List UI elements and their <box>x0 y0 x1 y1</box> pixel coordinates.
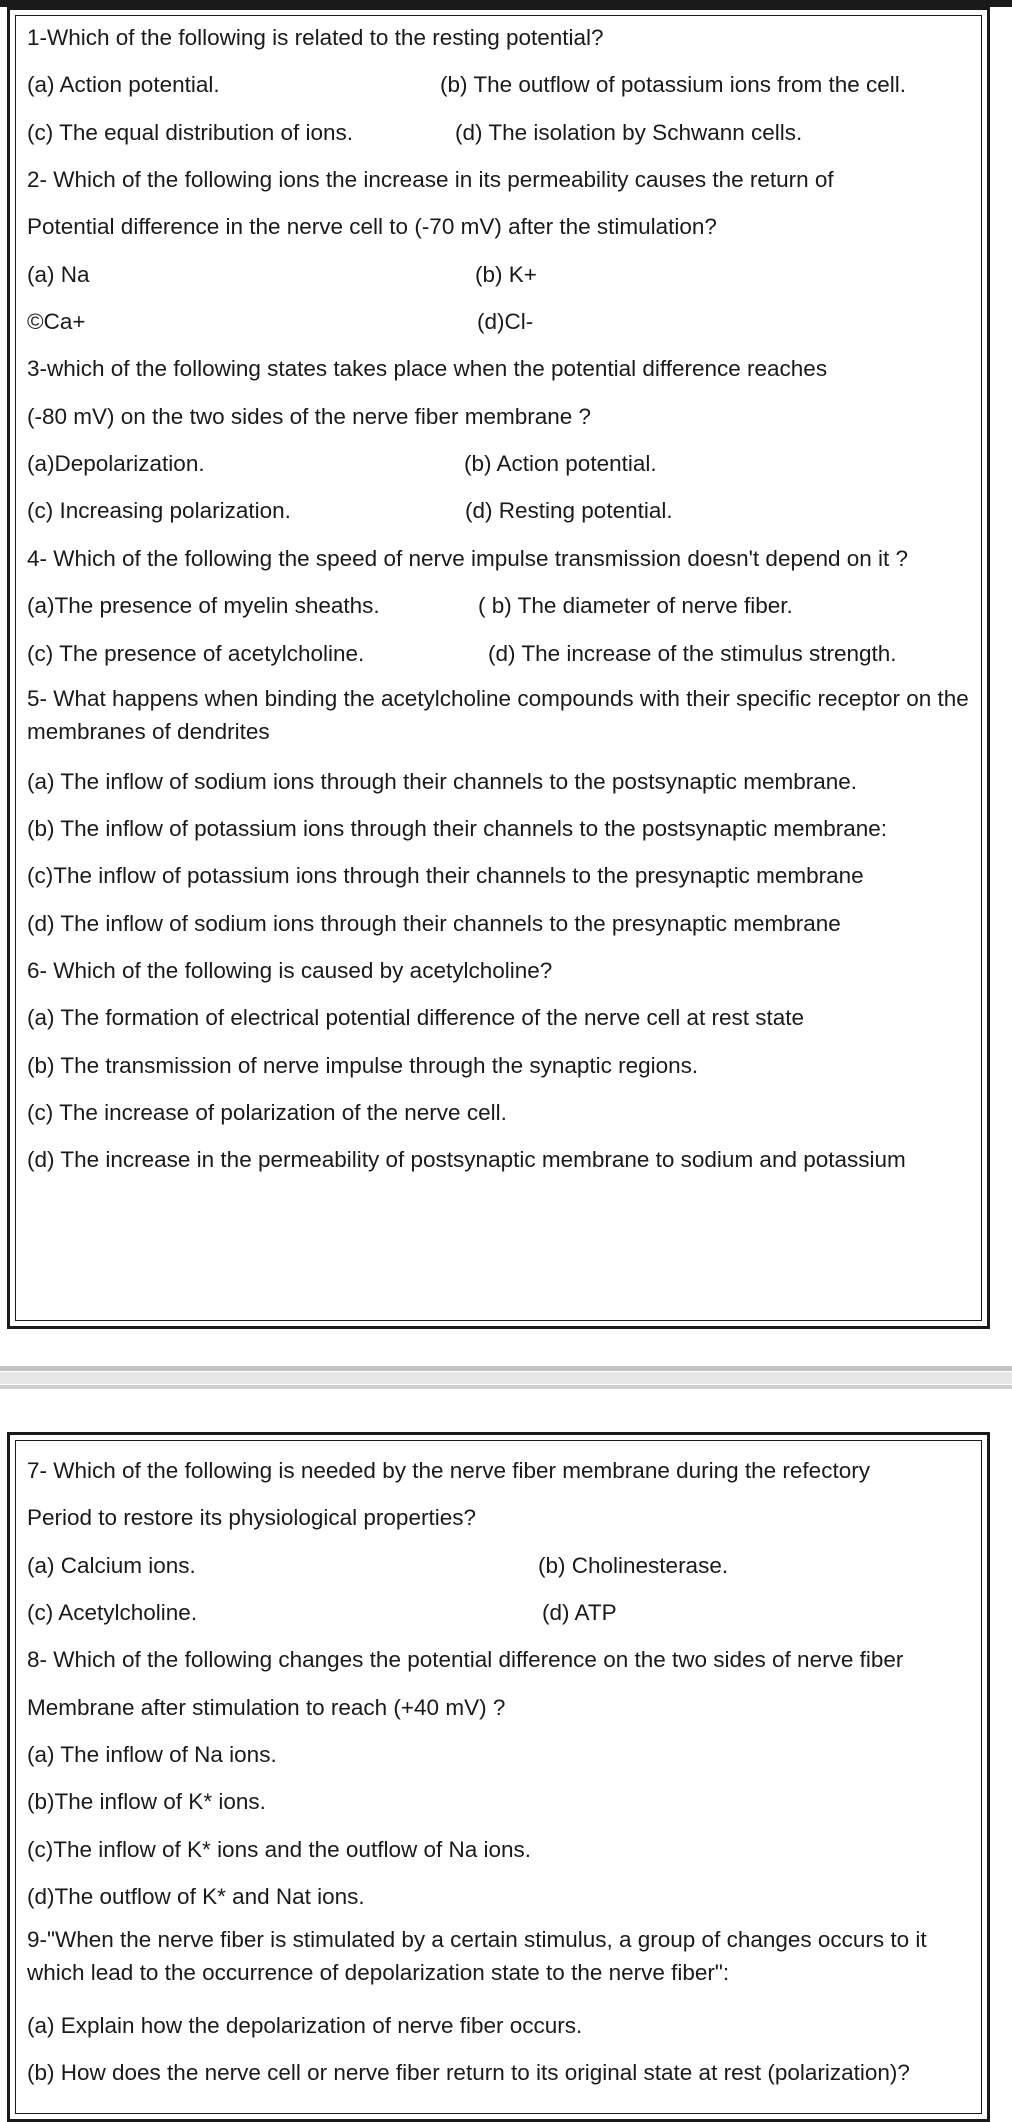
q3-option-b: (b) Action potential. <box>464 451 657 476</box>
q2-question-line1: 2- Which of the following ions the increase in its permeability causes the return of <box>27 167 834 192</box>
q2-option-b: (b) K+ <box>475 262 537 287</box>
q6-option-d: (d) The increase in the permeability of postsynaptic membrane to sodium and potassium <box>27 1147 906 1172</box>
q8-question-line1: 8- Which of the following changes the potential difference on the two sides of nerve fiber <box>27 1647 904 1672</box>
q8-option-a: (a) The inflow of Na ions. <box>27 1742 277 1767</box>
page-divider <box>0 1366 1012 1371</box>
q4-option-c: (c) The presence of acetylcholine. <box>27 641 365 666</box>
q3-option-d: (d) Resting potential. <box>465 498 673 523</box>
q8-option-c: (c)The inflow of K* ions and the outflow of Na ions. <box>27 1837 532 1862</box>
q9-part-b: (b) How does the nerve cell or nerve fiber return to its original state at rest (polarization)? <box>27 2060 910 2085</box>
q5-option-c: (c)The inflow of potassium ions through their channels to the presynaptic membrane <box>27 863 864 888</box>
page-divider-shadow <box>0 1385 1012 1389</box>
q4-question: 4- Which of the following the speed of nerve impulse transmission doesn't depend on it ? <box>27 546 909 571</box>
q8-option-d: (d)The outflow of K* and Nat ions. <box>27 1884 365 1909</box>
q1-option-a: (a) Action potential. <box>27 72 220 97</box>
q8-question-line2: Membrane after stimulation to reach (+40 mV) ? <box>27 1695 506 1720</box>
q7-question-line2: Period to restore its physiological properties? <box>27 1505 476 1530</box>
q1-option-b: (b) The outflow of potassium ions from the cell. <box>440 72 907 97</box>
q4-option-a: (a)The presence of myelin sheaths. <box>27 593 380 618</box>
page-frame-1 <box>7 7 990 1329</box>
q5-option-a: (a) The inflow of sodium ions through their channels to the postsynaptic membrane. <box>27 769 858 794</box>
q3-option-c: (c) Increasing polarization. <box>27 498 291 523</box>
q5-option-d: (d) The inflow of sodium ions through their channels to the presynaptic membrane <box>27 911 841 936</box>
q9-part-a: (a) Explain how the depolarization of nerve fiber occurs. <box>27 2013 583 2038</box>
q6-option-c: (c) The increase of polarization of the nerve cell. <box>27 1100 507 1125</box>
q7-question-line1: 7- Which of the following is needed by the nerve fiber membrane during the refectory <box>27 1458 870 1483</box>
q3-question-line1: 3-which of the following states takes place when the potential difference reaches <box>27 356 828 381</box>
page-divider-band <box>0 1372 1012 1384</box>
q7-option-c: (c) Acetylcholine. <box>27 1600 198 1625</box>
q6-option-b: (b) The transmission of nerve impulse through the synaptic regions. <box>27 1053 699 1078</box>
q1-option-c: (c) The equal distribution of ions. <box>27 120 354 145</box>
q2-option-a: (a) Na <box>27 262 90 287</box>
q7-option-d: (d) ATP <box>542 1600 617 1625</box>
q4-option-d: (d) The increase of the stimulus strength. <box>488 641 897 666</box>
q9-question: 9-"When the nerve fiber is stimulated by a certain stimulus, a group of changes occurs to it which lead to the occurrence of depolarization state to the nerve fiber": <box>27 1927 927 1985</box>
q6-question: 6- Which of the following is caused by acetylcholine? <box>27 958 553 983</box>
q2-question-line2: Potential difference in the nerve cell to (-70 mV) after the stimulation? <box>27 214 717 239</box>
q2-option-c: ©Ca+ <box>27 309 86 334</box>
q6-option-a: (a) The formation of electrical potential difference of the nerve cell at rest state <box>27 1005 805 1030</box>
q5-question: 5- What happens when binding the acetylcholine compounds with their specific receptor on the membranes of dendrites <box>27 686 969 744</box>
q1-option-d: (d) The isolation by Schwann cells. <box>455 120 803 145</box>
q5-option-b: (b) The inflow of potassium ions through their channels to the postsynaptic membrane: <box>27 816 888 841</box>
q8-option-b: (b)The inflow of K* ions. <box>27 1789 266 1814</box>
q3-option-a: (a)Depolarization. <box>27 451 205 476</box>
q1-question: 1-Which of the following is related to the resting potential? <box>27 25 604 50</box>
top-edge-bar <box>0 0 1012 7</box>
q3-question-line2: (-80 mV) on the two sides of the nerve fiber membrane ? <box>27 404 592 429</box>
q7-option-b: (b) Cholinesterase. <box>538 1553 729 1578</box>
q7-option-a: (a) Calcium ions. <box>27 1553 196 1578</box>
q4-option-b: ( b) The diameter of nerve fiber. <box>478 593 793 618</box>
q2-option-d: (d)Cl- <box>477 309 534 334</box>
